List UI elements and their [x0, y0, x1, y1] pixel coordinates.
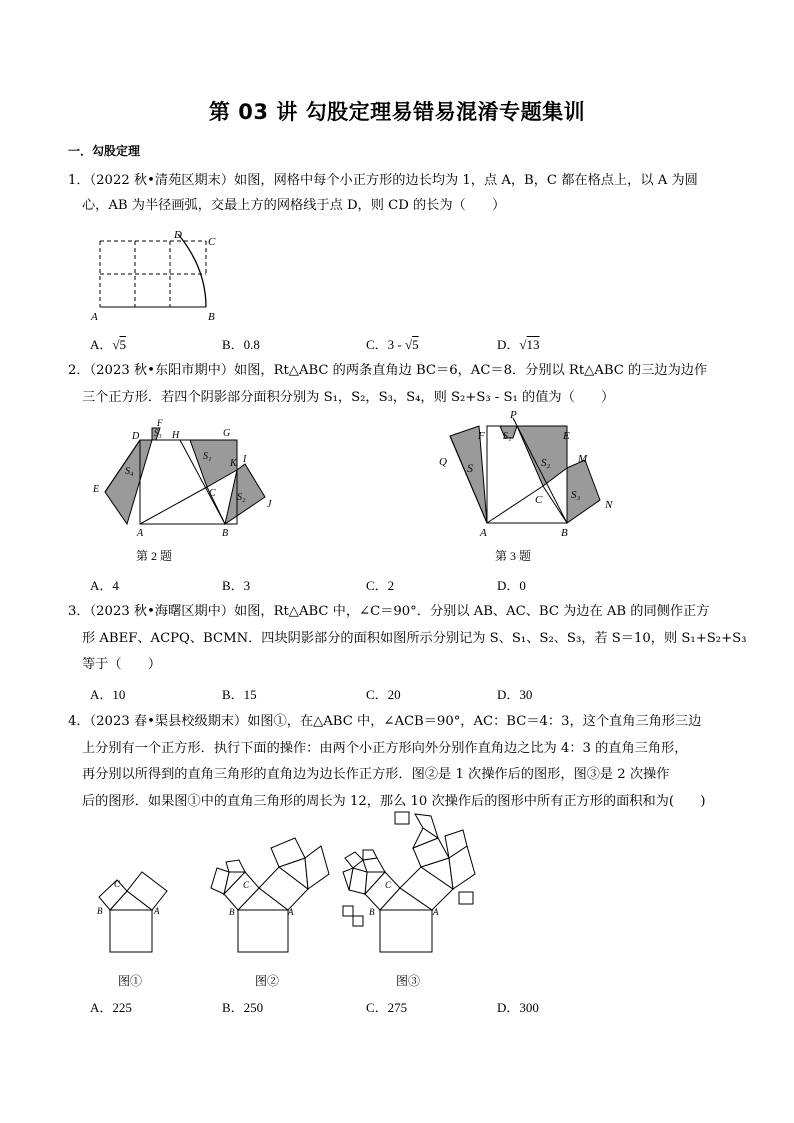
page-title: 第 03 讲 勾股定理易错易混淆专题集训: [208, 100, 586, 124]
point-d-label: D: [174, 229, 182, 241]
svg-text:C: C: [209, 488, 216, 499]
q3-option-b[interactable]: B．15: [222, 687, 257, 702]
question-3-figure: [435, 408, 635, 543]
q1-option-a[interactable]: A．√5: [90, 337, 127, 352]
question-4-line-3: 再分别以所得到的直角三角形的直角边为边长作正方形．图②是 1 次操作后的图形，图③是 2 次操作: [82, 767, 670, 782]
point-b-label: B: [208, 311, 215, 323]
q3-option-a[interactable]: A．10: [90, 687, 126, 702]
caption-figure-3: 第 3 题: [495, 549, 532, 563]
q2-option-a[interactable]: A．4: [90, 578, 119, 593]
q3-option-c[interactable]: C．20: [366, 687, 401, 702]
point-c-label: C: [208, 236, 216, 248]
svg-text:S₃: S₃: [571, 489, 581, 501]
svg-text:B: B: [369, 907, 375, 917]
q1-option-d[interactable]: D．√13: [497, 337, 540, 352]
svg-text:F: F: [157, 418, 163, 428]
caption-figure-2b: 图②: [255, 974, 280, 988]
question-4-line-1: 4．（2023 春•渠县校级期末）如图①，在△ABC 中，∠ACB＝90°，AC：BC＝4：3，这个直角三角形三边: [68, 714, 702, 729]
question-2-figure: [85, 412, 285, 542]
svg-text:S: S: [467, 461, 473, 475]
q2-option-c[interactable]: C．2: [366, 578, 395, 593]
q2-option-b[interactable]: B．3: [222, 578, 251, 593]
question-1-figure: [88, 228, 223, 323]
svg-text:S₂: S₂: [541, 457, 551, 469]
svg-text:H: H: [172, 430, 180, 441]
svg-text:C: C: [243, 880, 250, 890]
svg-text:F: F: [478, 430, 485, 442]
question-2-line-1: 2．（2023 秋•东阳市期中）如图，Rt△ABC 的两条直角边 BC＝6，AC＝8．分别以 Rt△ABC 的三边为边作: [68, 363, 708, 378]
svg-text:A: A: [137, 528, 144, 539]
svg-text:S₁: S₁: [203, 451, 212, 462]
svg-text:B: B: [222, 528, 229, 539]
question-3-line-3: 等于（ ）: [82, 657, 162, 672]
question-2-line-2: 三个正方形．若四个阴影部分面积分别为 S₁，S₂，S₃，S₄，则 S₂+S₃ - S₁ 的值为（ ）: [82, 390, 615, 405]
svg-text:B: B: [561, 527, 568, 539]
q1-option-b[interactable]: B．0.8: [222, 337, 260, 352]
svg-text:P: P: [510, 409, 517, 421]
q2-option-d[interactable]: D．0: [497, 578, 526, 593]
svg-text:B: B: [97, 906, 103, 916]
question-3-line-2: 形 ABEF、ACPQ、BCMN．四块阴影部分的面积如图所示分别记为 S、S₁、S₂、S₃，若 S＝10，则 S₁+S₂+S₃: [82, 631, 747, 646]
svg-text:S₁: S₁: [503, 431, 512, 442]
svg-text:C: C: [535, 494, 543, 506]
q4-option-d[interactable]: D．300: [497, 1000, 539, 1015]
q4-option-a[interactable]: A．225: [90, 1000, 132, 1015]
q4-option-b[interactable]: B．250: [222, 1000, 264, 1015]
svg-text:K: K: [230, 458, 237, 469]
q4-option-c[interactable]: C．275: [366, 1000, 408, 1015]
q3-option-d[interactable]: D．30: [497, 687, 533, 702]
question-1-line-1: 1．（2022 秋•清苑区期末）如图，网格中每个小正方形的边长均为 1，点 A，B，C 都在格点上，以 A 为圆: [68, 173, 698, 188]
question-3-line-1: 3．（2023 秋•海曙区期中）如图，Rt△ABC 中，∠C＝90°．分别以 AB、AC、BC 为边在 AB 的同侧作正方: [68, 604, 710, 619]
q1-option-c[interactable]: C．3 - √5: [366, 337, 419, 352]
svg-text:E: E: [563, 430, 570, 442]
question-4-figure-1: [85, 825, 185, 960]
section-heading: 一．勾股定理: [68, 144, 141, 158]
question-4-figure-2: [205, 810, 335, 960]
point-a-label: A: [91, 311, 98, 323]
question-1-line-2: 心，AB 为半径画弧，交最上方的网格线于点 D，则 CD 的长为（ ）: [82, 198, 506, 213]
svg-text:S₄: S₄: [125, 466, 134, 477]
svg-text:C: C: [385, 880, 392, 890]
svg-text:A: A: [433, 907, 439, 917]
svg-text:S₃: S₃: [154, 428, 162, 438]
svg-text:C: C: [114, 879, 121, 889]
question-4-line-2: 上分别有一个正方形．执行下面的操作：由两个小正方形向外分别作直角边之比为 4：3 的直角三角形，: [82, 741, 688, 756]
caption-figure-2: 第 2 题: [136, 549, 173, 563]
svg-text:S₂: S₂: [237, 492, 246, 503]
svg-text:M: M: [578, 453, 588, 465]
svg-text:A: A: [288, 907, 294, 917]
svg-text:B: B: [229, 907, 235, 917]
svg-text:J: J: [267, 499, 272, 510]
svg-text:A: A: [480, 527, 487, 539]
question-4-figure-3: [335, 810, 485, 960]
caption-figure-1: 图①: [118, 974, 143, 988]
svg-text:G: G: [223, 428, 231, 439]
svg-text:E: E: [93, 484, 100, 495]
question-4-line-4: 后的图形．如果图①中的直角三角形的周长为 12，那么 10 次操作后的图形中所有正方形的面积和为( ): [82, 794, 706, 809]
svg-text:N: N: [605, 499, 613, 511]
caption-figure-3b: 图③: [396, 974, 421, 988]
svg-text:I: I: [243, 454, 247, 465]
svg-text:Q: Q: [439, 456, 447, 468]
svg-text:A: A: [154, 906, 160, 916]
svg-text:D: D: [132, 431, 140, 442]
